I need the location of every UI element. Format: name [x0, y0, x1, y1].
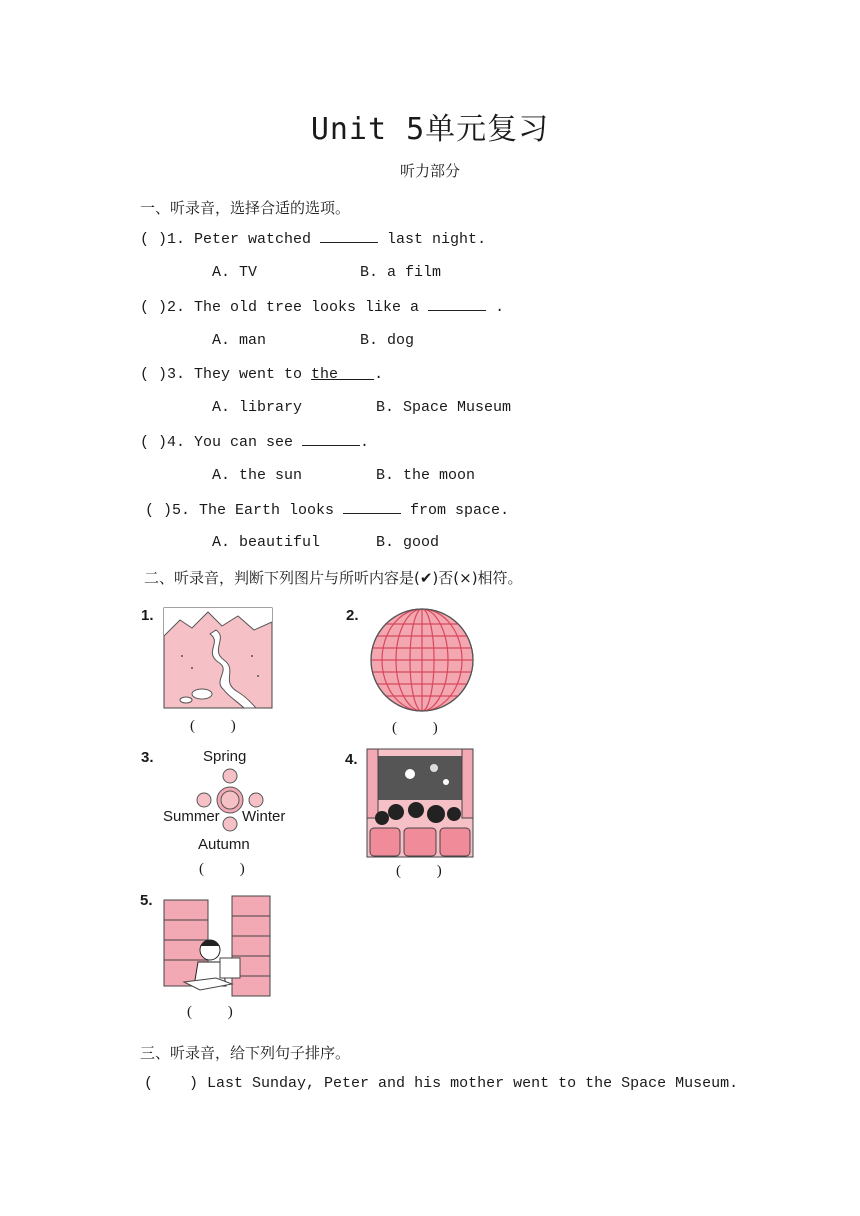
picture-1-answer-paren[interactable]: ( ) [190, 718, 252, 734]
option-a: A. the sun [212, 467, 303, 484]
picture-3-number: 3. [141, 749, 154, 766]
question-4 [140, 433, 369, 451]
picture-5-number: 5. [140, 892, 153, 909]
page-title: Unit 5单元复习 [310, 112, 550, 147]
picture-4-number: 4. [345, 751, 358, 768]
answer-paren[interactable]: ( ) [140, 434, 168, 451]
picture-2-number: 2. [346, 607, 359, 624]
boy-in-library-picture [160, 894, 272, 998]
question-2 [140, 298, 504, 316]
question-3 [140, 366, 383, 383]
river-valley-picture [162, 606, 274, 710]
season-summer-label: Summer [163, 808, 220, 825]
option-a: A. beautiful [212, 534, 321, 551]
option-b: B. a film [360, 264, 442, 281]
picture-3-answer-paren[interactable]: ( ) [199, 861, 261, 877]
answer-paren[interactable]: ( ) [145, 502, 173, 519]
answer-paren[interactable]: ( ) [140, 231, 168, 248]
season-autumn-label: Autumn [198, 836, 250, 853]
question-text: 4. You can see [167, 434, 303, 451]
option-a: A. man [212, 332, 267, 349]
answer-blank [428, 298, 486, 311]
picture-5-answer-paren[interactable]: ( ) [187, 1004, 249, 1020]
season-winter-label: Winter [242, 808, 286, 825]
answer-paren[interactable]: ( ) [144, 1075, 199, 1092]
picture-4-answer-paren[interactable]: ( ) [396, 863, 458, 879]
question-text-tail: last night. [378, 231, 487, 248]
sentence-text: Last Sunday, Peter and his mother went to the Space Museum. [207, 1075, 739, 1092]
answer-paren[interactable]: ( ) [140, 366, 168, 383]
season-spring-label: Spring [203, 748, 247, 765]
question-text-tail: from space. [401, 502, 510, 519]
question-text: 2. The old tree looks like a [167, 299, 429, 316]
question-text: 5. The Earth looks [172, 502, 344, 519]
sentence-row [144, 1075, 738, 1092]
option-b: B. good [376, 534, 440, 551]
question-text: 3. They went to [167, 366, 312, 383]
question-text-tail: . [360, 434, 370, 451]
answer-paren[interactable]: ( ) [140, 299, 168, 316]
globe-picture [368, 606, 476, 714]
planetarium-audience-picture [366, 748, 474, 858]
question-text: 1. Peter watched [167, 231, 321, 248]
option-b: B. dog [360, 332, 415, 349]
question-text-tail: . [374, 366, 384, 383]
answer-blank [320, 230, 378, 243]
question-5 [145, 501, 509, 519]
answer-blank [343, 501, 401, 514]
question-text-tail: . [486, 299, 505, 316]
part1-heading: 一、听录音，选择合适的选项。 [140, 199, 351, 217]
option-a: A. library [212, 399, 303, 416]
picture-1-number: 1. [141, 607, 154, 624]
page-subtitle: 听力部分 [399, 162, 460, 180]
option-a: A. TV [212, 264, 258, 281]
answer-blank [302, 433, 360, 446]
underlined-blank: the [311, 366, 375, 383]
picture-2-answer-paren[interactable]: ( ) [392, 720, 454, 736]
part2-heading: 二、听录音，判断下列图片与所听内容是(✔)否(×)相符。 [144, 569, 523, 587]
option-b: B. Space Museum [376, 399, 512, 416]
part3-heading: 三、听录音，给下列句子排序。 [140, 1044, 351, 1062]
option-b: B. the moon [376, 467, 476, 484]
question-1 [140, 230, 486, 248]
